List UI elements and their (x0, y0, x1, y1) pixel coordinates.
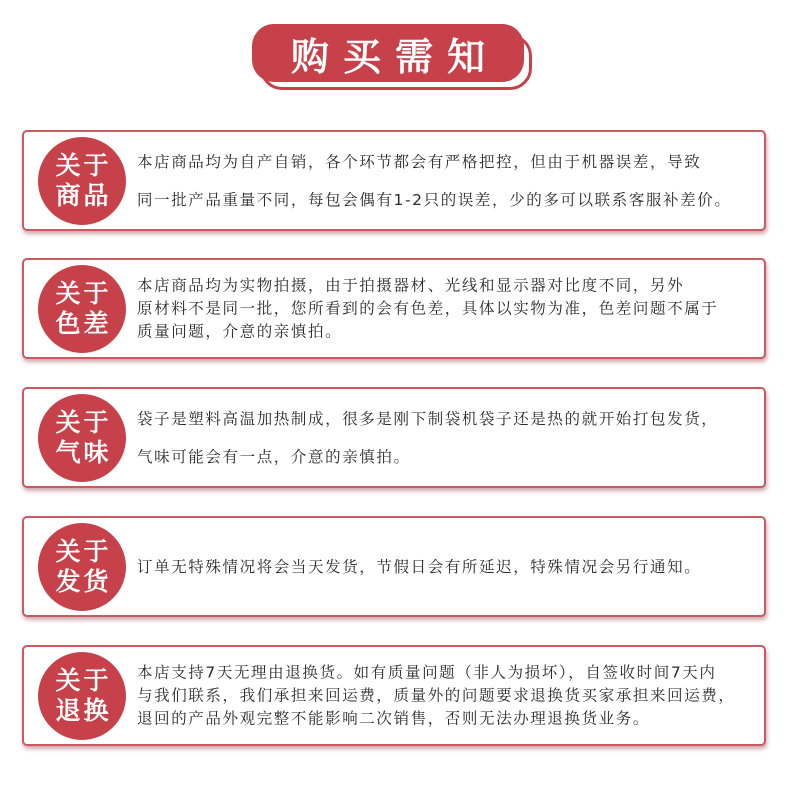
card-body (137, 400, 750, 476)
card-body (137, 661, 750, 730)
card-text-line: 订单无特殊情况将会当天发货，节假日会有所延迟，特殊情况会另行通知。 (137, 557, 702, 576)
notice-card-shipping (22, 516, 766, 617)
card-text-line: 同一批产品重量不同，每包会偶有1-2只的误差，少的多可以联系客服补差价。 (137, 190, 732, 209)
card-text-line: 本店支持7天无理由退换货。如有质量问题（非人为损坏），自签收时间7天内 (137, 663, 717, 681)
card-text-line: 质量问题，介意的亲慎拍。 (137, 322, 343, 340)
badge-circle (38, 394, 126, 482)
badge-circle (38, 137, 126, 225)
badge-line-2: 发货 (55, 566, 112, 596)
card-body (137, 555, 750, 579)
card-text-line: 袋子是塑料高温加热制成，很多是刚下制袋机袋子还是热的就开始打包发货， (137, 409, 719, 428)
badge-line-1: 关于 (55, 536, 112, 566)
badge-line-2: 气味 (55, 437, 112, 467)
card-text-line: 退回的产品外观完整不能影响二次销售，否则无法办理退换货业务。 (137, 709, 651, 727)
badge-line-1: 关于 (55, 150, 112, 180)
badge-line-1: 关于 (55, 407, 112, 437)
badge-line-1: 关于 (55, 665, 112, 695)
notice-card-color-difference (22, 258, 766, 359)
notice-card-returns (22, 645, 766, 746)
badge-circle (38, 652, 126, 740)
card-text-line: 本店商品均为实物拍摄，由于拍摄器材、光线和显示器对比度不同，另外 (137, 276, 685, 294)
card-body (137, 143, 750, 219)
badge-circle (38, 523, 126, 611)
badge-line-1: 关于 (55, 278, 112, 308)
badge-line-2: 色差 (55, 308, 112, 338)
badge-line-2: 商品 (55, 180, 112, 210)
card-text-line: 气味可能会有一点，介意的亲慎拍。 (137, 447, 411, 466)
badge-circle (38, 265, 126, 353)
notice-card-odor (22, 387, 766, 488)
card-body (137, 274, 750, 343)
card-text-line: 与我们联系，我们承担来回运费，质量外的问题要求退换货买家承担来回运费， (137, 686, 736, 704)
badge-line-2: 退换 (55, 695, 112, 725)
page-title-banner (252, 24, 534, 92)
card-text-line: 本店商品均为自产自销，各个环节都会有严格把控，但由于机器误差，导致 (137, 152, 702, 171)
notice-card-product (22, 130, 766, 231)
page-title: 购买需知 (252, 24, 524, 82)
card-text-line: 原材料不是同一批，您所看到的会有色差，具体以实物为准，色差问题不属于 (137, 299, 719, 317)
